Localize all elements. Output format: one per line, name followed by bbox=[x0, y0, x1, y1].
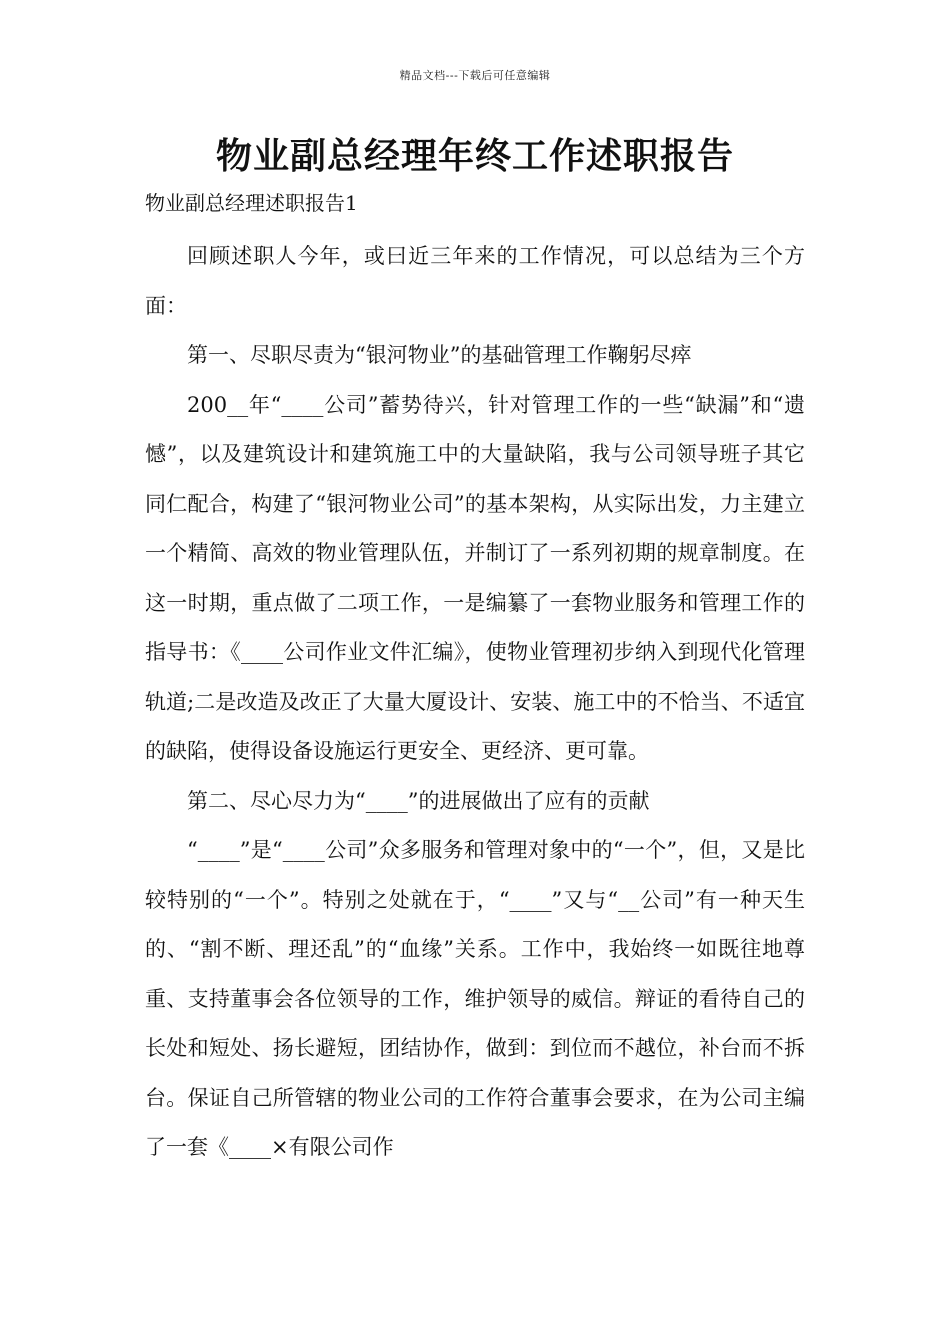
paragraph-section-2: “____”是“____公司”众多服务和管理对象中的“一个”，但，又是比较特别的“一个”。特别之处就在于，“____”又与“__公司”有一种天生的、“割不断、理还乱”的“血缘”关系。工作中，我始终一如既往地尊重、支持董事会各位领导的工作，维护领导的威信。辩证的看待自己的长处和短处、扬长避短，团结协作，做到：到位而不越位，补台而不拆台。保证自己所管辖的物业公司的工作符合董事会要求，在为公司主编了一套《____×有限公司作 bbox=[145, 838, 805, 1159]
document-body bbox=[145, 232, 805, 1173]
paragraph-intro: 回顾述职人今年，或曰近三年来的工作情况，可以总结为三个方面： bbox=[145, 244, 805, 318]
section-heading-2: 第二、尽心尽力为“____”的进展做出了应有的贡献 bbox=[187, 788, 650, 813]
document-subtitle: 物业副总经理述职报告1 bbox=[145, 191, 358, 215]
section-heading-1: 第一、尽职尽责为“银河物业”的基础管理工作鞠躬尽瘁 bbox=[187, 343, 692, 367]
header-note: 精品文档---下载后可任意编辑 bbox=[399, 69, 551, 82]
paragraph-section-1: 200__年“____公司”蓄势待兴，针对管理工作的一些“缺漏”和“遗憾”，以及建筑设计和建筑施工中的大量缺陷，我与公司领导班子其它同仁配合，构建了“银河物业公司”的基本架构，从实际出发，力主建立一个精简、高效的物业管理队伍，并制订了一系列初期的规章制度。在这一时期，重点做了二项工作，一是编纂了一套物业服务和管理工作的指导书：《____公司作业文件汇编》，使物业管理初步纳入到现代化管理轨道;二是改造及改正了大量大厦设计、安装、施工中的不恰当、不适宜的缺陷，使得设备设施运行更安全、更经济、更可靠。 bbox=[145, 392, 805, 763]
document-title: 物业副总经理年终工作述职报告 bbox=[215, 136, 734, 177]
